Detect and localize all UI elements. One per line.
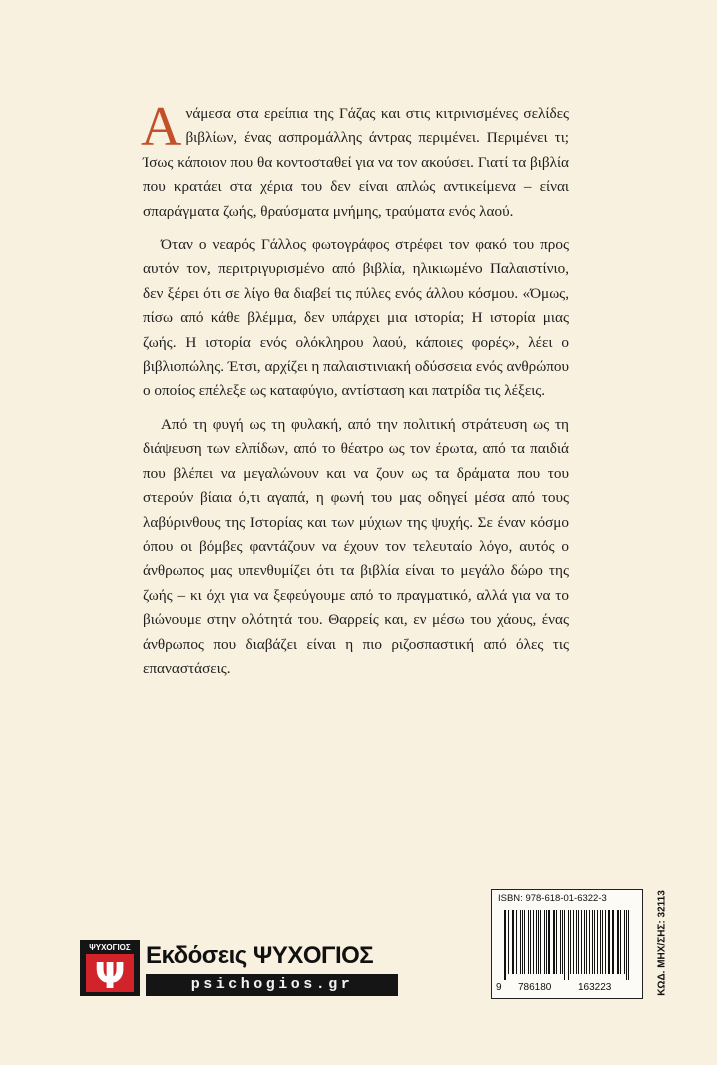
barcode-bar bbox=[548, 910, 549, 974]
barcode-digit-left: 786180 bbox=[518, 982, 552, 993]
paragraph-1 bbox=[141, 96, 569, 224]
barcode-bar bbox=[508, 910, 509, 974]
barcode-icon bbox=[504, 910, 632, 980]
barcode-bar bbox=[530, 910, 531, 974]
barcode-bar bbox=[612, 910, 613, 974]
barcode-bar bbox=[576, 910, 577, 974]
barcode-bar bbox=[620, 910, 621, 974]
paragraph-2: Όταν ο νεαρός Γάλλος φωτογράφος στρέφει τον φακό του προς αυτόν τον, περιτριγυρισμένο από βιβλία, ηλικιωμένο Παλαιστίνιο, δεν ξέρει ότι σε λίγο θα διαβεί τις πύλες ενός άλλου κόσμου. «Όμως, πίσω από κάθε βλέμμα, δεν υπάρχει μια ιστορία; Η ιστορία μιας ζωής. Η ιστορία ενός ολόκληρου λαού, κάποιες φορές», λέει ο βιβλιοπώλης. Έτσι, αρχίζει η παλαιστινιακή οδύσσεια ενός ανθρώπου ο οποίος επέλεξε ως καταφύγιο, αντίσταση και πατρίδα τις λέξεις. bbox=[143, 236, 569, 400]
barcode-bar bbox=[600, 910, 601, 974]
isbn-number: ISBN: 978-618-01-6322-3 bbox=[498, 893, 607, 904]
barcode-digit-right: 163223 bbox=[578, 982, 612, 993]
barcode-digit-lead: 9 bbox=[496, 982, 502, 993]
isbn-barcode-box bbox=[491, 889, 643, 999]
barcode-bar bbox=[544, 910, 545, 974]
back-cover-blurb bbox=[141, 96, 569, 690]
barcode-bar bbox=[564, 910, 565, 980]
paragraph-3: Από τη φυγή ως τη φυλακή, από την πολιτική στράτευση ως τη διάψευση των ελπίδων, από το θέατρο ως τον έρωτα, από τα παιδιά που βλέπει να μεγαλώνουν και να ζουν ως τα δράματα που του στερούν βίαια ό,τι αγαπά, η φωνή του μας οδηγεί μέσα από τους λαβύρινθους της Ιστορίας και των μύχιων της ψυχής. Σε έναν κόσμο όπου οι βόμβες φαντάζουν να έχουν τον τελευταίο λόγο, αυτός ο άνθρωπος μας υπενθυμίζει ότι τα βιβλία είναι το μεγάλο δώρο της ζωής – κι όχι για να ξεφεύγουμε από το πραγματικό, αλλά για να το βιώνουμε στην ολότητά του. Θαρρείς και, εν μέσω του χάους, ένας άνθρωπος που διαβάζει είναι η πιο ριζοσπαστική από όλες τις επαναστάσεις. bbox=[143, 415, 569, 677]
barcode-bar bbox=[594, 910, 595, 974]
barcode-bar bbox=[528, 910, 529, 974]
publisher-website[interactable]: psichogios.gr bbox=[146, 974, 398, 996]
logo-wordmark: ΨΥΧΟΓΙΟΣ bbox=[89, 943, 131, 952]
barcode-bar bbox=[628, 910, 629, 980]
publisher-name: Εκδόσεις ΨΥΧΟΓΙΟΣ bbox=[146, 942, 374, 969]
barcode-bar bbox=[568, 910, 569, 980]
logo-symbol: Ψ bbox=[94, 956, 126, 996]
product-code-text: ΚΩΔ. ΜΗΧ/ΣΗΣ: 32113 bbox=[656, 890, 668, 996]
paragraph-1-text: νάμεσα στα ερείπια της Γάζας και στις κιτρινισμένες σελίδες βιβλίων, ένας ασπρομάλλης άντρας περιμένει. Περιμένει τι; Ίσως κάποιον που θα κοντοσταθεί για να τον ακούσει. Γιατί τα βιβλία που κρατάει στα χέρια του δεν είναι απλώς αντικείμενα – είναι σπαράγματα ζωής, θραύσματα μνήμης, τραύματα ενός λαού. bbox=[143, 105, 569, 220]
barcode-bar bbox=[609, 910, 610, 974]
barcode-bar bbox=[540, 910, 541, 974]
product-code-vertical bbox=[655, 887, 669, 999]
barcode-bar bbox=[586, 910, 587, 974]
barcode-bar bbox=[584, 910, 585, 974]
publisher-logo-icon bbox=[80, 940, 140, 996]
barcode-bar bbox=[520, 910, 521, 974]
barcode-bar bbox=[516, 910, 517, 974]
barcode-bar bbox=[556, 910, 557, 974]
dropcap-letter: Α bbox=[141, 96, 182, 158]
